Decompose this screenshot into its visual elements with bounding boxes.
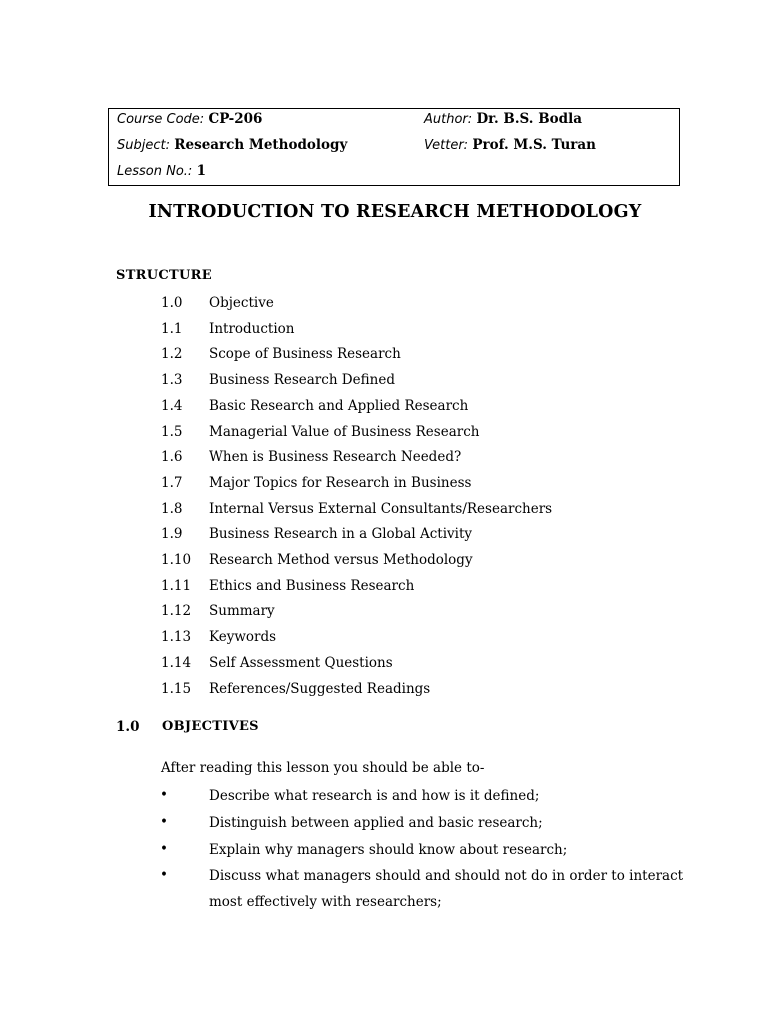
toc-text: Managerial Value of Business Research — [209, 424, 480, 440]
toc-number: 1.5 — [161, 424, 183, 440]
subject-value: Research Methodology — [174, 137, 348, 153]
toc-text: Self Assessment Questions — [209, 655, 393, 671]
lesson-value: 1 — [196, 163, 207, 179]
structure-heading: STRUCTURE — [116, 268, 212, 283]
toc-number: 1.13 — [161, 629, 192, 645]
toc-text: Ethics and Business Research — [209, 578, 415, 594]
toc-text: Keywords — [209, 629, 277, 645]
section-title: OBJECTIVES — [162, 719, 259, 734]
author-label: Author: — [424, 112, 473, 127]
toc-text: Business Research Defined — [209, 372, 395, 388]
toc-text: Research Method versus Methodology — [209, 552, 473, 568]
subject-row — [117, 137, 347, 154]
toc-number: 1.11 — [161, 578, 192, 594]
toc-number: 1.8 — [161, 501, 183, 517]
toc-text: Business Research in a Global Activity — [209, 526, 473, 542]
bullet-text: Distinguish between applied and basic research; — [209, 815, 543, 831]
toc-number: 1.6 — [161, 449, 183, 465]
course-info-box — [108, 108, 680, 186]
toc-number: 1.0 — [161, 295, 183, 311]
list-item — [160, 787, 700, 807]
course-code-row — [117, 111, 262, 128]
vetter-label: Vetter: — [424, 138, 469, 153]
list-item — [160, 867, 700, 910]
section-number: 1.0 — [116, 719, 140, 735]
toc-text: Introduction — [209, 321, 295, 337]
toc-number: 1.1 — [161, 321, 183, 337]
toc-text: Major Topics for Research in Business — [209, 475, 472, 491]
toc-number: 1.7 — [161, 475, 183, 491]
toc-text: When is Business Research Needed? — [209, 449, 462, 465]
toc-text: Internal Versus External Consultants/Researchers — [209, 501, 553, 517]
toc-text: References/Suggested Readings — [209, 681, 431, 697]
list-item — [160, 814, 700, 834]
page-title: INTRODUCTION TO RESEARCH METHODOLOGY — [148, 202, 642, 222]
bullet-text: Discuss what managers should and should not do in order to interact most effectively with researchers; — [209, 868, 684, 910]
toc-number: 1.12 — [161, 603, 192, 619]
bullet-icon: • — [160, 814, 168, 830]
vetter-row — [424, 137, 596, 154]
subject-label: Subject: — [117, 138, 170, 153]
lesson-row — [117, 163, 206, 180]
bullet-text: Describe what research is and how is it defined; — [209, 788, 540, 804]
vetter-value: Prof. M.S. Turan — [472, 137, 596, 153]
toc-number: 1.14 — [161, 655, 192, 671]
toc-number: 1.9 — [161, 526, 183, 542]
toc-number: 1.2 — [161, 346, 183, 362]
toc-number: 1.4 — [161, 398, 183, 414]
bullet-icon: • — [160, 787, 168, 803]
course-code-label: Course Code: — [117, 112, 205, 127]
course-code-value: CP-206 — [208, 111, 263, 127]
toc-text: Scope of Business Research — [209, 346, 401, 362]
bullet-icon: • — [160, 841, 168, 857]
bullet-text: Explain why managers should know about research; — [209, 842, 568, 858]
list-item — [160, 841, 700, 861]
author-row — [424, 111, 582, 128]
objectives-intro: After reading this lesson you should be able to- — [161, 760, 485, 776]
toc-number: 1.10 — [161, 552, 192, 568]
lesson-label: Lesson No.: — [117, 164, 193, 179]
bullet-icon: • — [160, 867, 168, 883]
toc-text: Objective — [209, 295, 274, 311]
author-value: Dr. B.S. Bodla — [476, 111, 582, 127]
toc-number: 1.3 — [161, 372, 183, 388]
toc-text: Basic Research and Applied Research — [209, 398, 469, 414]
toc-number: 1.15 — [161, 681, 192, 697]
toc-text: Summary — [209, 603, 275, 619]
